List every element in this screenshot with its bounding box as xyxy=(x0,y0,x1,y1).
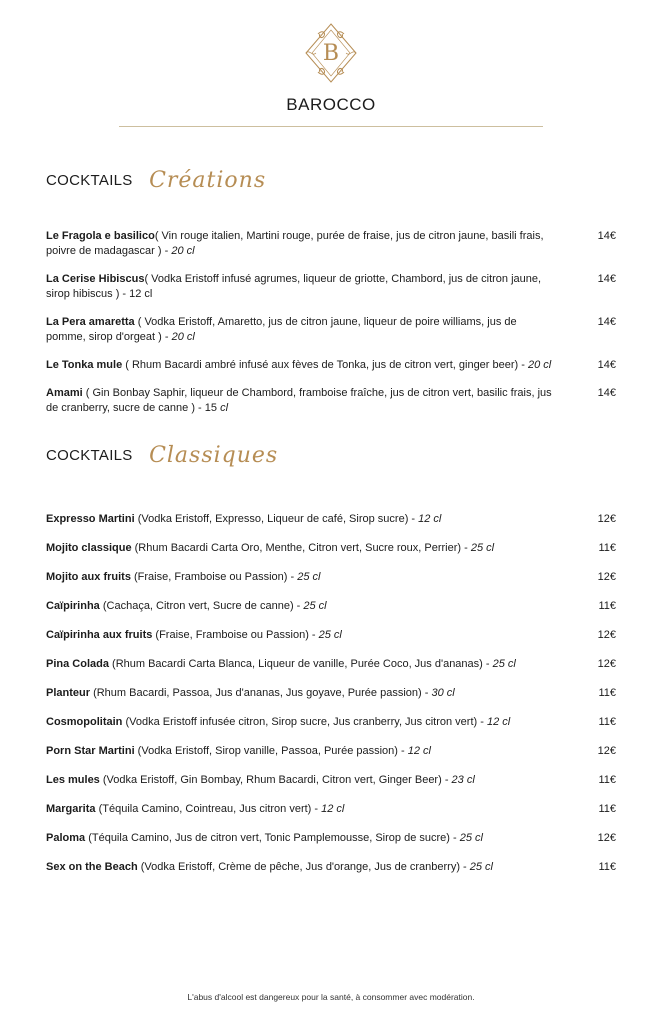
menu-item-text xyxy=(46,599,586,614)
menu-item xyxy=(46,831,616,860)
menu-item-description: ( Vodka Eristoff, Amaretto, jus de citron jaune, liqueur de poire williams, jus de pomme, sirop d'orgeat ) - xyxy=(46,316,517,343)
barocco-logo xyxy=(302,22,360,84)
menu-item-text xyxy=(46,541,586,556)
menu-item-volume: 20 cl xyxy=(527,359,552,371)
menu-item-volume: 25 cl xyxy=(469,861,494,873)
menu-item-volume: 12 cl xyxy=(407,745,431,757)
menu-item xyxy=(46,386,616,416)
menu-item-name: Expresso Martini xyxy=(46,513,135,525)
menu-item-volume: 12 cl xyxy=(321,803,345,815)
menu-item-volume: 23 cl xyxy=(451,774,475,786)
menu-item xyxy=(46,860,616,889)
menu-item xyxy=(46,715,616,744)
menu-item xyxy=(46,657,616,686)
menu-item-description: ( Rhum Bacardi ambré infusé aux fèves de Tonka, jus de citron vert, ginger beer) - xyxy=(122,359,528,371)
menu-item-price: 12€ xyxy=(597,571,616,583)
menu-item xyxy=(46,570,616,599)
menu-item-text xyxy=(46,229,556,259)
menu-item xyxy=(46,802,616,831)
menu-item-description: (Vodka Eristoff, Expresso, Liqueur de café, Sirop sucre) - xyxy=(134,513,419,525)
menu-item-text xyxy=(46,570,586,585)
menu-item-description: (Vodka Eristoff, Gin Bombay, Rhum Bacardi, Citron vert, Ginger Beer) - xyxy=(99,774,452,786)
menu-item-name: Porn Star Martini xyxy=(46,745,135,757)
menu-item-name: Amami xyxy=(46,387,83,399)
menu-item-description: ( Vin rouge italien, Martini rouge, purée de fraise, jus de citron jaune, basili frais, poivre de madagascar ) - xyxy=(46,230,544,257)
menu-item-text xyxy=(46,272,556,302)
menu-item-description: (Téquila Camino, Cointreau, Jus citron vert) - xyxy=(95,803,322,815)
menu-item xyxy=(46,272,616,302)
menu-item-description: (Fraise, Framboise ou Passion) - xyxy=(130,571,298,583)
menu-item xyxy=(46,686,616,715)
menu-item-price: 14€ xyxy=(597,230,616,242)
menu-item-text xyxy=(46,831,586,846)
menu-item-price: 14€ xyxy=(597,316,616,328)
menu-item-price: 11€ xyxy=(598,716,616,728)
menu-item-description: (Vodka Eristoff infusée citron, Sirop sucre, Jus cranberry, Jus citron vert) - xyxy=(122,716,487,728)
menu-item-text xyxy=(46,315,556,345)
menu-item-description: (Cachaça, Citron vert, Sucre de canne) - xyxy=(99,600,304,612)
menu-item-name: Mojito aux fruits xyxy=(46,571,131,583)
menu-item-volume: 25 cl xyxy=(459,832,483,844)
menu-item-description: (Rhum Bacardi Carta Oro, Menthe, Citron vert, Sucre roux, Perrier) - xyxy=(131,542,471,554)
menu-item-volume: 25 cl xyxy=(470,542,495,554)
menu-item-text xyxy=(46,860,586,875)
menu-item-name: Planteur xyxy=(46,687,91,699)
menu-item-name: Le Fragola e basilico xyxy=(46,230,155,242)
menu-item xyxy=(46,599,616,628)
menu-item-volume: 25 cl xyxy=(318,629,342,641)
menu-item-price: 11€ xyxy=(598,803,616,815)
menu-item-volume: 25 cl xyxy=(297,571,321,583)
menu-item-name: La Pera amaretta xyxy=(46,316,135,328)
section-script-title: Classiques xyxy=(149,443,279,468)
menu-item-text xyxy=(46,773,586,788)
menu-item-text xyxy=(46,512,586,527)
menu-item-text xyxy=(46,628,586,643)
menu-item-description: (Rhum Bacardi, Passoa, Jus d'ananas, Jus goyave, Purée passion) - xyxy=(90,687,432,699)
menu-item-description: (Vodka Eristoff, Sirop vanille, Passoa, Purée passion) - xyxy=(134,745,408,757)
menu-item-price: 11€ xyxy=(598,861,616,873)
header-divider xyxy=(119,126,543,127)
menu-item xyxy=(46,512,616,541)
menu-item-volume: 25 cl xyxy=(303,600,327,612)
menu-item xyxy=(46,315,616,345)
menu-item-name: Pina Colada xyxy=(46,658,109,670)
menu-item-name: Caïpirinha aux fruits xyxy=(46,629,153,641)
menu-item-description: (Fraise, Framboise ou Passion) - xyxy=(152,629,319,641)
menu-item-text xyxy=(46,386,556,416)
menu-item-volume: 12 cl xyxy=(418,513,442,525)
menu-item-description: (Téquila Camino, Jus de citron vert, Tonic Pamplemousse, Sirop de sucre) - xyxy=(85,832,460,844)
menu-item-price: 11€ xyxy=(598,687,616,699)
classiques-list xyxy=(46,512,616,889)
menu-item-name: Les mules xyxy=(46,774,100,786)
menu-item xyxy=(46,229,616,259)
menu-item-description: ( Vodka Eristoff infusé agrumes, liqueur de griotte, Chambord, jus de citron jaune, sirop hibiscus ) - 12 cl xyxy=(46,273,542,300)
menu-item xyxy=(46,541,616,570)
menu-item-text xyxy=(46,358,556,373)
section-heading-classiques xyxy=(46,443,278,483)
menu-item-volume: cl xyxy=(220,402,229,414)
menu-item-description: (Rhum Bacardi Carta Blanca, Liqueur de vanille, Purée Coco, Jus d'ananas) - xyxy=(108,658,493,670)
menu-item-description: (Vodka Eristoff, Crème de pêche, Jus d'orange, Jus de cranberry) - xyxy=(137,861,470,873)
menu-item-price: 14€ xyxy=(597,273,616,285)
menu-item-price: 12€ xyxy=(597,832,616,844)
menu-item-price: 11€ xyxy=(598,774,616,786)
menu-item-text xyxy=(46,802,586,817)
menu-item-price: 14€ xyxy=(597,359,616,371)
menu-item xyxy=(46,628,616,657)
menu-item-volume: 20 cl xyxy=(171,245,195,257)
menu-item-price: 11€ xyxy=(598,542,616,554)
legal-warning: L'abus d'alcool est dangereux pour la santé, à consommer avec modération. xyxy=(187,992,475,1002)
menu-item-text xyxy=(46,686,586,701)
menu-item-price: 11€ xyxy=(598,600,616,612)
menu-item-volume: 12 cl xyxy=(486,716,511,728)
menu-item-volume: 20 cl xyxy=(171,331,195,343)
menu-item-text xyxy=(46,715,586,730)
section-label: COCKTAILS xyxy=(46,447,133,464)
menu-item-volume: 25 cl xyxy=(492,658,516,670)
menu-item-name: Le Tonka mule xyxy=(46,359,123,371)
menu-item-name: Cosmopolitain xyxy=(46,716,123,728)
logo-letter: B xyxy=(322,41,340,66)
section-label: COCKTAILS xyxy=(46,172,133,189)
section-script-title: Créations xyxy=(149,168,267,193)
menu-item-text xyxy=(46,744,586,759)
menu-item-price: 12€ xyxy=(597,658,616,670)
menu-item-name: Caïpirinha xyxy=(46,600,100,612)
menu-item-description: ( Gin Bonbay Saphir, liqueur de Chambord, framboise fraîche, jus de citron vert, basilic frais, jus de cranberry, sucre de canne ) - 15 xyxy=(46,387,552,414)
creations-list xyxy=(46,229,616,429)
menu-item-name: Sex on the Beach xyxy=(46,861,138,873)
menu-item-price: 12€ xyxy=(597,513,616,525)
menu-item xyxy=(46,358,616,373)
section-heading-creations xyxy=(46,168,266,208)
menu-item xyxy=(46,773,616,802)
menu-item-volume: 30 cl xyxy=(431,687,455,699)
menu-item-price: 12€ xyxy=(597,745,616,757)
menu-item-text xyxy=(46,657,586,672)
brand-name: BAROCCO xyxy=(286,95,376,114)
menu-item-price: 12€ xyxy=(597,629,616,641)
menu-item-name: La Cerise Hibiscus xyxy=(46,273,145,285)
menu-item-name: Paloma xyxy=(46,832,86,844)
menu-item-price: 14€ xyxy=(597,387,616,399)
menu-item xyxy=(46,744,616,773)
menu-item-name: Margarita xyxy=(46,803,96,815)
menu-item-name: Mojito classique xyxy=(46,542,132,554)
